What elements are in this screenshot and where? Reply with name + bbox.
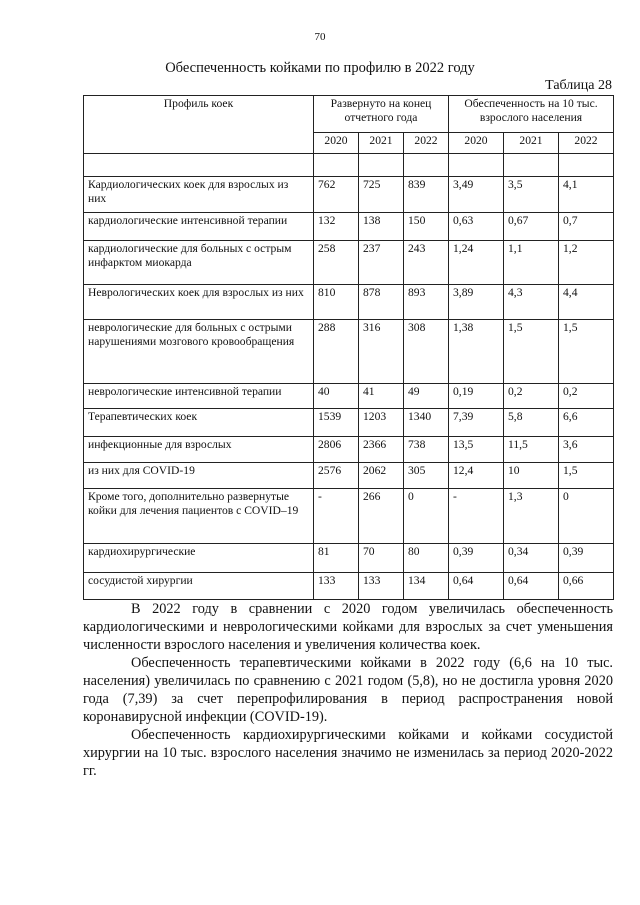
row-label: Терапевтических коек xyxy=(84,409,314,437)
header-profile: Профиль коек xyxy=(84,96,314,154)
table-row xyxy=(84,241,614,285)
table-cell: 316 xyxy=(359,320,404,384)
table-cell: 725 xyxy=(359,177,404,213)
header-spacer xyxy=(359,154,404,177)
table-cell: 738 xyxy=(404,437,449,463)
table-cell: 878 xyxy=(359,285,404,320)
table-cell: 1,5 xyxy=(559,463,614,489)
table-cell: 3,89 xyxy=(449,285,504,320)
row-label: неврологические для больных с острыми нарушениями мозгового кровообращения xyxy=(84,320,314,384)
row-label: Неврологических коек для взрослых из них xyxy=(84,285,314,320)
table-cell: 3,6 xyxy=(559,437,614,463)
table-cell: 0,7 xyxy=(559,213,614,241)
table-cell: 132 xyxy=(314,213,359,241)
table-cell: 0,39 xyxy=(559,544,614,573)
row-label: Кроме того, дополнительно развернутые койки для лечения пациентов с COVID–19 xyxy=(84,489,314,544)
table-cell: 4,3 xyxy=(504,285,559,320)
table-cell: 1,38 xyxy=(449,320,504,384)
page-number: 70 xyxy=(314,31,326,43)
table-cell: 138 xyxy=(359,213,404,241)
table-cell: 3,5 xyxy=(504,177,559,213)
table-cell: 49 xyxy=(404,384,449,409)
table-row xyxy=(84,177,614,213)
table-cell: 133 xyxy=(314,573,359,600)
table-cell: 0 xyxy=(404,489,449,544)
table-row xyxy=(84,463,614,489)
row-label: кардиологические для больных с острым инфарктом миокарда xyxy=(84,241,314,285)
table-cell: 2366 xyxy=(359,437,404,463)
table-cell: 2806 xyxy=(314,437,359,463)
table-cell: 3,49 xyxy=(449,177,504,213)
table-cell: 1539 xyxy=(314,409,359,437)
table-cell: 0,66 xyxy=(559,573,614,600)
paragraph: В 2022 году в сравнении с 2020 годом увеличилась обеспеченность кардиологическими и неврологическими койками для взрослых за счет уменьшения численности взрослого населения и увеличения количества коек. xyxy=(83,601,613,653)
table-cell: 5,8 xyxy=(504,409,559,437)
header-year: 2020 xyxy=(449,133,504,154)
bed-provision-table xyxy=(83,95,614,600)
table-cell: 1340 xyxy=(404,409,449,437)
header-year: 2020 xyxy=(314,133,359,154)
table-cell: 80 xyxy=(404,544,449,573)
table-cell: 288 xyxy=(314,320,359,384)
table-cell: 0,19 xyxy=(449,384,504,409)
document-title: Обеспеченность койками по профилю в 2022 году xyxy=(165,60,475,76)
table-cell: 1,5 xyxy=(559,320,614,384)
header-year: 2021 xyxy=(359,133,404,154)
table-row xyxy=(84,213,614,241)
table-cell: 1,3 xyxy=(504,489,559,544)
table-cell: 0,67 xyxy=(504,213,559,241)
table-cell: 7,39 xyxy=(449,409,504,437)
table-cell: 134 xyxy=(404,573,449,600)
header-year: 2022 xyxy=(404,133,449,154)
table-cell: 81 xyxy=(314,544,359,573)
header-year: 2022 xyxy=(559,133,614,154)
table-cell: 762 xyxy=(314,177,359,213)
table-cell: 0,63 xyxy=(449,213,504,241)
table-cell: 1203 xyxy=(359,409,404,437)
header-spacer xyxy=(504,154,559,177)
table-cell: 4,4 xyxy=(559,285,614,320)
table-cell: 0,64 xyxy=(504,573,559,600)
table-cell: 150 xyxy=(404,213,449,241)
table-cell: 41 xyxy=(359,384,404,409)
table-cell: 12,4 xyxy=(449,463,504,489)
table-cell: 308 xyxy=(404,320,449,384)
table-label: Таблица 28 xyxy=(545,78,612,93)
header-spacer xyxy=(314,154,359,177)
table-body xyxy=(84,177,614,600)
table-row xyxy=(84,544,614,573)
row-label: неврологические интенсивной терапии xyxy=(84,384,314,409)
row-label: инфекционные для взрослых xyxy=(84,437,314,463)
table-cell: 258 xyxy=(314,241,359,285)
table-cell: 2062 xyxy=(359,463,404,489)
table-cell: 10 xyxy=(504,463,559,489)
table-row xyxy=(84,384,614,409)
table-cell: 266 xyxy=(359,489,404,544)
paragraph: Обеспеченность кардиохирургическими койками и койками сосудистой хирургии на 10 тыс. взрослого населения значимо не изменилась за период 2020-2022 гг. xyxy=(83,727,613,779)
row-label: кардиохирургические xyxy=(84,544,314,573)
table-cell: 0 xyxy=(559,489,614,544)
table-cell: 305 xyxy=(404,463,449,489)
header-spacer xyxy=(84,154,314,177)
table-cell: 0,34 xyxy=(504,544,559,573)
table-cell: 2576 xyxy=(314,463,359,489)
table-cell: 1,5 xyxy=(504,320,559,384)
table-cell: 839 xyxy=(404,177,449,213)
table-row xyxy=(84,320,614,384)
body-text xyxy=(83,600,613,780)
table-cell: 1,1 xyxy=(504,241,559,285)
table-cell: 1,2 xyxy=(559,241,614,285)
table-cell: 0,2 xyxy=(559,384,614,409)
table-cell: 237 xyxy=(359,241,404,285)
header-provision-group: Обеспеченность на 10 тыс. взрослого населения xyxy=(449,96,614,133)
row-label: сосудистой хирургии xyxy=(84,573,314,600)
table-cell: 13,5 xyxy=(449,437,504,463)
table-cell: 243 xyxy=(404,241,449,285)
table-cell: 0,64 xyxy=(449,573,504,600)
table-cell: 11,5 xyxy=(504,437,559,463)
header-year: 2021 xyxy=(504,133,559,154)
table-cell: 893 xyxy=(404,285,449,320)
table-row xyxy=(84,285,614,320)
table-cell: 0,2 xyxy=(504,384,559,409)
table-cell: 40 xyxy=(314,384,359,409)
table-cell: 1,24 xyxy=(449,241,504,285)
header-deployed-group: Развернуто на конец отчетного года xyxy=(314,96,449,133)
table-cell: 133 xyxy=(359,573,404,600)
table-cell: - xyxy=(314,489,359,544)
table-cell: 810 xyxy=(314,285,359,320)
table-row xyxy=(84,437,614,463)
table-cell: - xyxy=(449,489,504,544)
row-label: из них для COVID-19 xyxy=(84,463,314,489)
row-label: кардиологические интенсивной терапии xyxy=(84,213,314,241)
table-row xyxy=(84,409,614,437)
header-spacer xyxy=(559,154,614,177)
table-row xyxy=(84,489,614,544)
table-row xyxy=(84,573,614,600)
table-cell: 70 xyxy=(359,544,404,573)
table-cell: 0,39 xyxy=(449,544,504,573)
table-cell: 6,6 xyxy=(559,409,614,437)
table-cell: 4,1 xyxy=(559,177,614,213)
paragraph: Обеспеченность терапевтическими койками в 2022 году (6,6 на 10 тыс. населения) увеличилась по сравнению с 2021 годом (5,8), но не достигла уровня 2020 года (7,39) за счет перепрофилирования в период распространения новой коронавирусной инфекции (COVID-19). xyxy=(83,655,613,725)
row-label: Кардиологических коек для взрослых из них xyxy=(84,177,314,213)
header-spacer xyxy=(449,154,504,177)
header-spacer xyxy=(404,154,449,177)
